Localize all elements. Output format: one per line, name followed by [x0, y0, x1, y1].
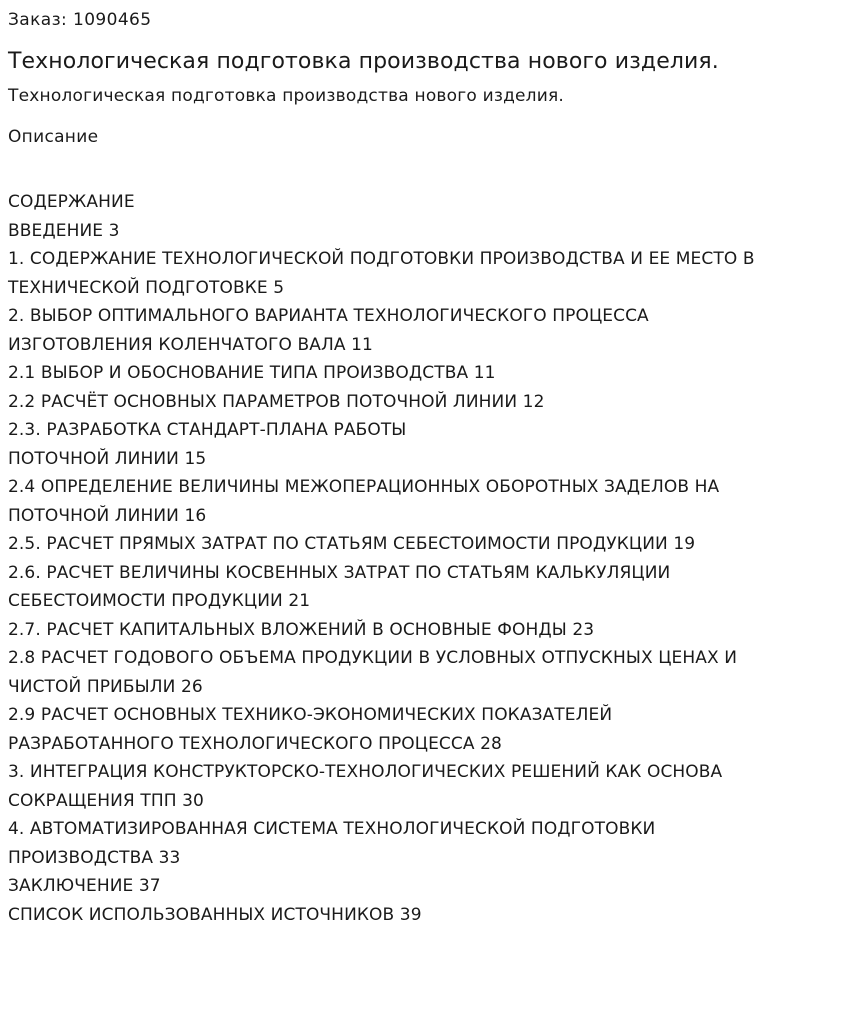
toc-line: ПРОИЗВОДСТВА 33: [8, 847, 181, 868]
table-of-contents: [8, 188, 839, 929]
toc-line: ПОТОЧНОЙ ЛИНИИ 15: [8, 448, 207, 469]
toc-line: 3. ИНТЕГРАЦИЯ КОНСТРУКТОРСКО-ТЕХНОЛОГИЧЕСКИХ РЕШЕНИЙ КАК ОСНОВА: [8, 762, 723, 782]
page-title: Технологическая подготовка производства нового изделия.: [8, 49, 719, 74]
toc-line: РАЗРАБОТАННОГО ТЕХНОЛОГИЧЕСКОГО ПРОЦЕССА 28: [8, 733, 502, 754]
toc-line: 2.6. РАСЧЕТ ВЕЛИЧИНЫ КОСВЕННЫХ ЗАТРАТ ПО СТАТЬЯМ КАЛЬКУЛЯЦИИ: [8, 562, 671, 583]
toc-line: 2.9 РАСЧЕТ ОСНОВНЫХ ТЕХНИКО-ЭКОНОМИЧЕСКИХ ПОКАЗАТЕЛЕЙ: [8, 705, 613, 725]
toc-line: 2.1 ВЫБОР И ОБОСНОВАНИЕ ТИПА ПРОИЗВОДСТВА 11: [8, 363, 496, 383]
toc-line: 4. АВТОМАТИЗИРОВАННАЯ СИСТЕМА ТЕХНОЛОГИЧЕСКОЙ ПОДГОТОВКИ: [8, 819, 656, 839]
toc-line: 2.8 РАСЧЕТ ГОДОВОГО ОБЪЕМА ПРОДУКЦИИ В УСЛОВНЫХ ОТПУСКНЫХ ЦЕНАХ И: [8, 648, 738, 668]
toc-line: 2.5. РАСЧЕТ ПРЯМЫХ ЗАТРАТ ПО СТАТЬЯМ СЕБЕСТОИМОСТИ ПРОДУКЦИИ 19: [8, 534, 696, 554]
toc-line: ТЕХНИЧЕСКОЙ ПОДГОТОВКЕ 5: [8, 277, 285, 298]
toc-line: СОКРАЩЕНИЯ ТПП 30: [8, 790, 204, 811]
toc-line: ВВЕДЕНИЕ 3: [8, 220, 120, 241]
order-number: Заказ: 1090465: [8, 10, 152, 30]
toc-line: ПОТОЧНОЙ ЛИНИИ 16: [8, 505, 207, 526]
toc-line: ИЗГОТОВЛЕНИЯ КОЛЕНЧАТОГО ВАЛА 11: [8, 334, 373, 355]
toc-line: ЧИСТОЙ ПРИБЫЛИ 26: [8, 676, 203, 697]
toc-line: 2.2 РАСЧЁТ ОСНОВНЫХ ПАРАМЕТРОВ ПОТОЧНОЙ ЛИНИИ 12: [8, 391, 545, 412]
description-label: Описание: [8, 127, 99, 147]
toc-line: 2.4 ОПРЕДЕЛЕНИЕ ВЕЛИЧИНЫ МЕЖОПЕРАЦИОННЫХ ОБОРОТНЫХ ЗАДЕЛОВ НА: [8, 477, 720, 497]
toc-line: 1. СОДЕРЖАНИЕ ТЕХНОЛОГИЧЕСКОЙ ПОДГОТОВКИ ПРОИЗВОДСТВА И ЕЕ МЕСТО В: [8, 249, 755, 269]
toc-line: 2.3. РАЗРАБОТКА СТАНДАРТ-ПЛАНА РАБОТЫ: [8, 420, 407, 440]
page-subtitle: Технологическая подготовка производства нового изделия.: [8, 86, 565, 106]
toc-heading: СОДЕРЖАНИЕ: [8, 192, 135, 212]
toc-line: ЗАКЛЮЧЕНИЕ 37: [8, 876, 161, 896]
toc-line: 2.7. РАСЧЕТ КАПИТАЛЬНЫХ ВЛОЖЕНИЙ В ОСНОВНЫЕ ФОНДЫ 23: [8, 619, 595, 640]
toc-line: СЕБЕСТОИМОСТИ ПРОДУКЦИИ 21: [8, 591, 311, 611]
toc-lines: [8, 217, 839, 930]
toc-line: СПИСОК ИСПОЛЬЗОВАННЫХ ИСТОЧНИКОВ 39: [8, 904, 422, 925]
toc-line: 2. ВЫБОР ОПТИМАЛЬНОГО ВАРИАНТА ТЕХНОЛОГИЧЕСКОГО ПРОЦЕССА: [8, 306, 649, 326]
